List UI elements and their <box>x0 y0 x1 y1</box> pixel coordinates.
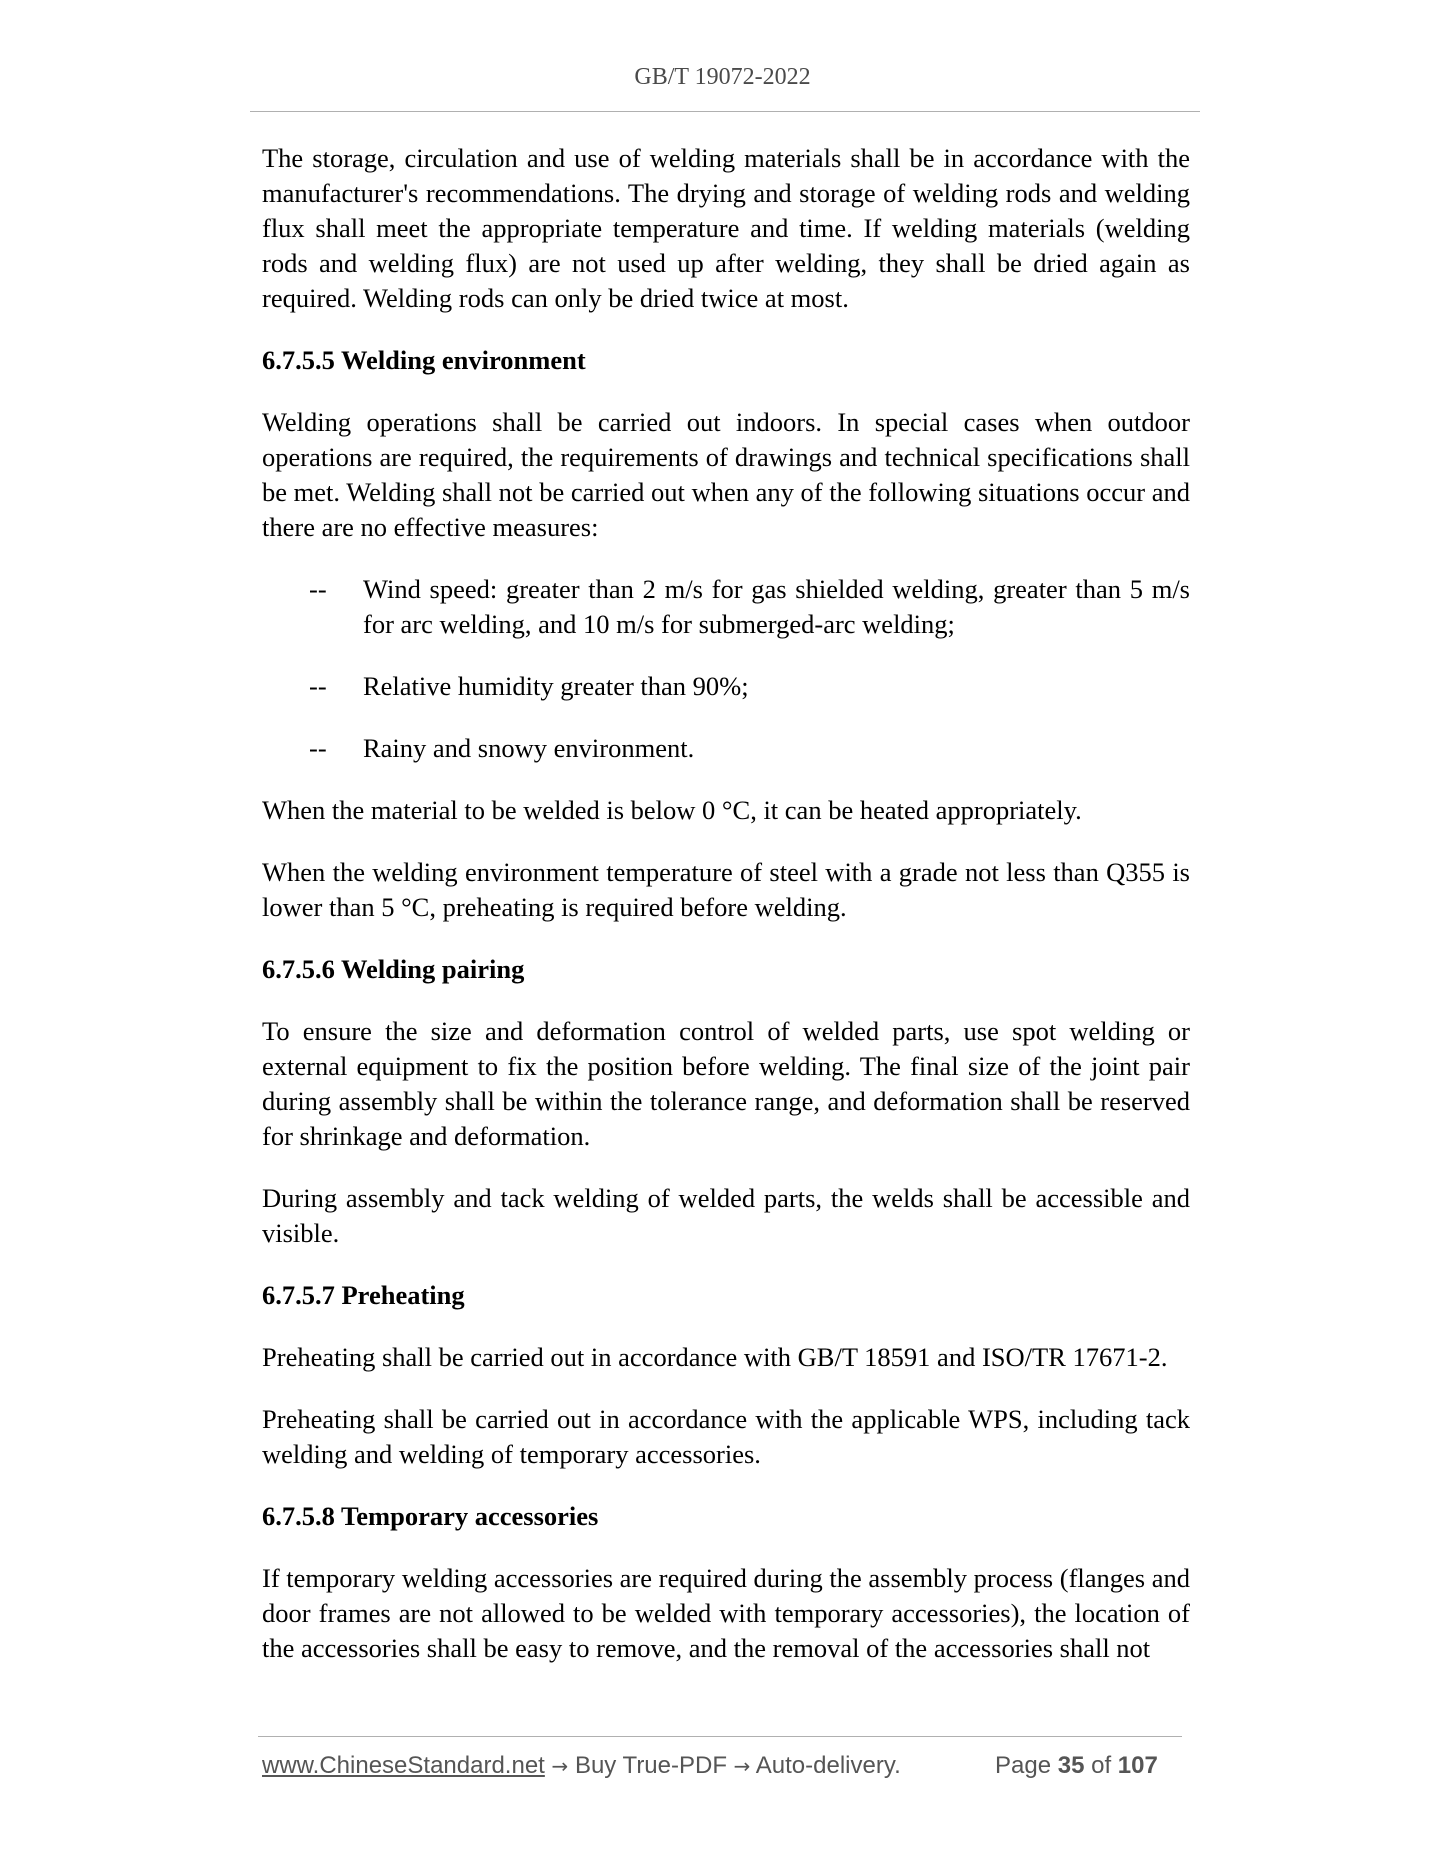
paragraph: To ensure the size and deformation control of welded parts, use spot welding or external equipment to fix the position before welding. The final size of the joint pair during assembly shall be within the tolerance range, and deformation shall be reserved for shrinkage and deformation. <box>262 1016 1190 1151</box>
list-dash: -- <box>309 671 327 701</box>
list-item-text: Rainy and snowy environment. <box>363 733 695 763</box>
paragraph: Welding operations shall be carried out indoors. In special cases when outdoor operations are required, the requirements of drawings and technical specifications shall be met. Welding shall not be carried out when any of the following situations occur and there are no effective measures: <box>262 407 1190 542</box>
list-item <box>262 572 1190 642</box>
arrow-right-icon: → <box>733 1754 751 1778</box>
chinesestandard-link[interactable]: www.ChineseStandard.net <box>262 1752 545 1779</box>
section-heading: 6.7.5.8 Temporary accessories <box>262 1501 599 1531</box>
document-body <box>262 141 1190 1693</box>
paragraph: When the welding environment temperature of steel with a grade not less than Q355 is lower than 5 °C, preheating is required before welding. <box>262 857 1190 922</box>
page-total: 107 <box>1117 1752 1158 1779</box>
section-heading: 6.7.5.5 Welding environment <box>262 345 586 375</box>
page-label: Page <box>995 1752 1052 1779</box>
section-heading: 6.7.5.7 Preheating <box>262 1280 465 1310</box>
page-current: 35 <box>1057 1752 1085 1779</box>
list-item <box>262 669 1190 704</box>
delivery-text: Auto-delivery. <box>755 1752 901 1779</box>
section-heading: 6.7.5.6 Welding pairing <box>262 954 525 984</box>
of-label: of <box>1091 1752 1112 1779</box>
list-item-text: Wind speed: greater than 2 m/s for gas shielded welding, greater than 5 m/s for arc welding, and 10 m/s for submerged-arc welding; <box>363 574 1190 639</box>
buy-pdf-text: Buy True-PDF <box>574 1752 727 1779</box>
paragraph: The storage, circulation and use of welding materials shall be in accordance with the manufacturer's recommendations. The drying and storage of welding rods and welding flux shall meet the appropriate temperature and time. If welding materials (welding rods and welding flux) are not used up after welding, they shall be dried again as required. Welding rods can only be dried twice at most. <box>262 143 1190 313</box>
footer-links <box>262 1752 901 1780</box>
paragraph: When the material to be welded is below 0 °C, it can be heated appropriately. <box>262 795 1082 825</box>
list-item <box>262 731 1190 766</box>
paragraph: Preheating shall be carried out in accordance with the applicable WPS, including tack welding and welding of temporary accessories. <box>262 1404 1190 1469</box>
paragraph: Preheating shall be carried out in accordance with GB/T 18591 and ISO/TR 17671-2. <box>262 1342 1168 1372</box>
list-dash: -- <box>309 574 327 604</box>
list-dash: -- <box>309 733 327 763</box>
paragraph: During assembly and tack welding of welded parts, the welds shall be accessible and visible. <box>262 1183 1190 1248</box>
arrow-right-icon: → <box>551 1754 569 1778</box>
header-divider <box>250 111 1200 112</box>
document-header: GB/T 19072-2022 <box>634 64 811 90</box>
paragraph: If temporary welding accessories are required during the assembly process (flanges and door frames are not allowed to be welded with temporary accessories), the location of the accessories shall be easy to remove, and the removal of the accessories shall not <box>262 1563 1190 1663</box>
footer-divider <box>258 1736 1182 1737</box>
page-indicator <box>995 1752 1158 1780</box>
list-item-text: Relative humidity greater than 90%; <box>363 671 749 701</box>
